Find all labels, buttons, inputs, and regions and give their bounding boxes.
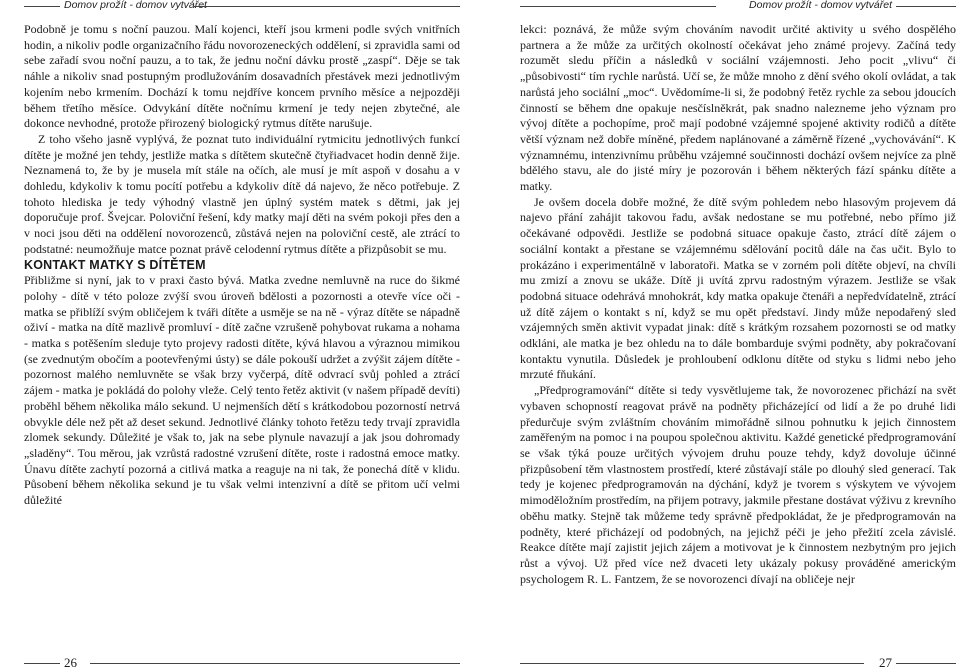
page-number: 27: [875, 655, 896, 671]
page-footer: [24, 655, 460, 671]
page-footer: [520, 655, 956, 671]
footer-rule: [90, 663, 460, 664]
paragraph: Přibližme si nyní, jak to v praxi často bývá. Matka zvedne nemluvně na ruce do šikmé polohy - dítě v této poloze zvýší svou úroveň bdělosti a pozornosti a otevře více oči - matka se přiblíží svým obličejem k tváři dítěte a usměje se na ně - výraz dítěte se nápadně oživí - matka na dítě mazlivě promluví - dítě začne vzrušeně pohybovat rukama a nohama - matka s potěšením sleduje tyto projevy radosti dítěte, kývá hlavou a výraznou mimikou (se zvednutým obočím a pootevřenými ústy) se dále pokouší udržet a zvýšit zájem dítěte - pozornost malého nemluvněte se však brzy vyčerpá, dítě odvrací svůj pohled a ztrácí zájem - matka je pokládá do polohy vleže. Celý tento řetěz aktivit (v našem případě devíti) proběhl během několika málo sekund. U nejmenších dětí s krátkodobou pozorností netrvá obvykle déle než pět až deset sekund. Jednotlivé články tohoto řetězu tedy trvají zpravidla zlomek sekundy. Důležité je však to, jak na sebe plynule navazují a jak jsou dohromady „sladěny“. Tou měrou, jak vzrůstá radostné vzrušení dítěte, roste i radostná emoce matky. Únavu dítěte zachytí pozorná a citlivá matka a reaguje na ni tak, že ponechá dítě v klidu. Působení během několika sekund je tu však velmi intenzivní a dítě se přitom učí velmi důležité: [24, 273, 460, 508]
right-page: [520, 0, 956, 672]
footer-rule: [24, 663, 60, 664]
header-title: Domov prožít - domov vytvářet: [745, 0, 896, 11]
header-rule: [520, 6, 716, 7]
header-rule: [896, 6, 956, 7]
running-header: [24, 0, 460, 14]
paragraph: Je ovšem docela dobře možné, že dítě svým pohledem nebo hlasovým projevem dá najevo přání zahájit takovou řadu, avšak nedostane se mu potřebné, nebo přímo již očekávané odpovědi. Jestliže se podobná situace opakuje často, ztrácí dítě zájem o sociální kontakt a přestane se vzájemnému sdělování pocitů dále na čas učit. Bylo to prokázáno i experimentálně v laboratoři. Matka se v zorném poli dítěte objeví, na chvíli mu zmizí a znovu se ukáže. Dítě ji uvítá zprvu radostným výrazem. Jestliže se však podobná situace odehrává mnohokrát, kdy matka opakuje čtenáři a nepředvídatelně, ztrácí už dítě zájem o kontakt s ní, když se mu opět představí. Jindy může nepodařený sled vzájemných směn aktivit vypadat jinak: dítě s krátkým rozsahem pozornosti se od matky odkláni, ale matka je bez ohledu na to dále bombarduje svými podněty, aby pokračovaní kontaktu vynutila. Důsledek je prohloubení odklonu dítěte od styku s lidmi nebo jeho mrzuté fňukání.: [520, 194, 956, 382]
page-number: 26: [60, 655, 81, 671]
header-rule: [24, 6, 60, 7]
header-title: Domov prožít - domov vytvářet: [60, 0, 211, 11]
header-rule: [194, 6, 460, 7]
paragraph: „Předprogramování“ dítěte si tedy vysvětlujeme tak, že novorozenec přichází na svět vybaven schopností reagovat právě na podněty přicházející od lidí a že po druhé lidi předurčuje svým zvláštním chováním mimořádně silnou pohnutku k jejich činnostem zaměřeným na pomoc i na poupou společnou aktivitu. Každé genetické předprogramování se však týká pouze určitých vývojem druhu pouze tehdy, když dovoluje účinné přizpůsobení těm vlastnostem prostředí, které zůstávají stále po dlouhý sled generací. Tak tedy je kojenec předprogramován na dýchání, když je tvorem s výskytem ve vývojem mimoděložním prostředím, na přijem potravy, jakmile přestane dostávat výživu z krevního oběhu matky. Stejně tak můžeme tedy správně předpokládat, že je předprogramován na podněty, které přicházejí od podobných, na jejichž péči je jeho přežití zcela závislé. Reakce dítěte mají zajistit jejich zájem a motivovat je k činnostem nezbytným pro jejich růst a vývoj. Už před více než dvaceti lety ukázaly pokusy prováděné americkým psychologem R. L. Fantzem, že se novorozenci dívají na obličeje nejr: [520, 383, 956, 586]
section-heading: KONTAKT MATKY S DÍTĚTEM: [24, 257, 206, 272]
footer-rule: [896, 663, 956, 664]
footer-rule: [520, 663, 864, 664]
page-body: [24, 22, 460, 509]
paragraph: lekci: poznává, že může svým chováním navodit určité aktivity u svého dospělého partnera a že může za určitých okolností očekávat jeho známé projevy. Začíná tedy rozumět sledu příčin a následků v sociální vzájemnosti. Jeho pocit „vlivu“ či „působivosti“ tím rychle narůstá. Učí se, že může mnoho z dění svého okolí ovládat, a tak narůstá jeho sociální „moc“. Uvědomíme-li si, že podobný řetěz rychle za sebou jdoucích činností se během dne opakuje nesčíslněkrát, pak snadno nalezneme jeho význam pro vývoj dítěte a pochopíme, proč mají podobné vzájemné spojené aktivity rodičů a dítěte větší význam než dobře míněné, předem naplánované a záměrně řízené „vychovávání“. K významnému, intenzivnímu průběhu vzájemné součinnosti dochází ovšem nejvíce za plně bdělého stavu, ale do jisté míry je pozorován i během některých fází spánku dítěte a matky.: [520, 22, 956, 194]
page-body: [520, 22, 956, 587]
paragraph: Podobně je tomu s noční pauzou. Malí kojenci, kteří jsou krmeni podle svých vnitřních hodin, a nikoliv podle organizačního řádu novorozeneckých oddělení, si zpravidla sami od sebe zařadí svou noční pauzu, a to tak, že jednu noční dávku prostě „zaspí“. Děje se tak náhle a nikoliv snad postupným prodlužováním dosavadních přestávek mezi jednotlivým kojením nebo krmením. Dochází k tomu nejdříve koncem prvního měsíce a nejpozději během třetího měsíce. Odvykání dítěte nočnímu krmení je tedy nejen zbytečné, ale dokonce nevhodné, protože přirozený biologický rytmus dítěte narušuje.: [24, 22, 460, 131]
left-page: [24, 0, 460, 672]
paragraph: Z toho všeho jasně vyplývá, že poznat tuto individuální rytmicitu jednotlivých funkcí dítěte je možné jen tehdy, jestliže matka s dítětem skutečně čtyřiadvacet hodin denně žije. Neznamená to, že by je musela mít stále na očích, ale musí je mít aspoň v dosahu a v dohledu, kdykoliv k tomu pocítí potřebu a kdykoliv dítě dá najevo, že něco potřebuje. Z tohoto hlediska je tedy výhodný vlastně jen úplný systém matek s dětmi, jak jej doporučuje prof. Švejcar. Poloviční řešení, kdy matky mají děti na svém pokoji přes den a v noci jsou děti na oddělení novorozenců, zůstává nejen na poloviční cestě, ale ztrácí to podstatné: neumožňuje matce poznat právě celodenní rytmus dítěte a přizpůsobit se mu.: [24, 131, 460, 256]
running-header: [520, 0, 956, 14]
